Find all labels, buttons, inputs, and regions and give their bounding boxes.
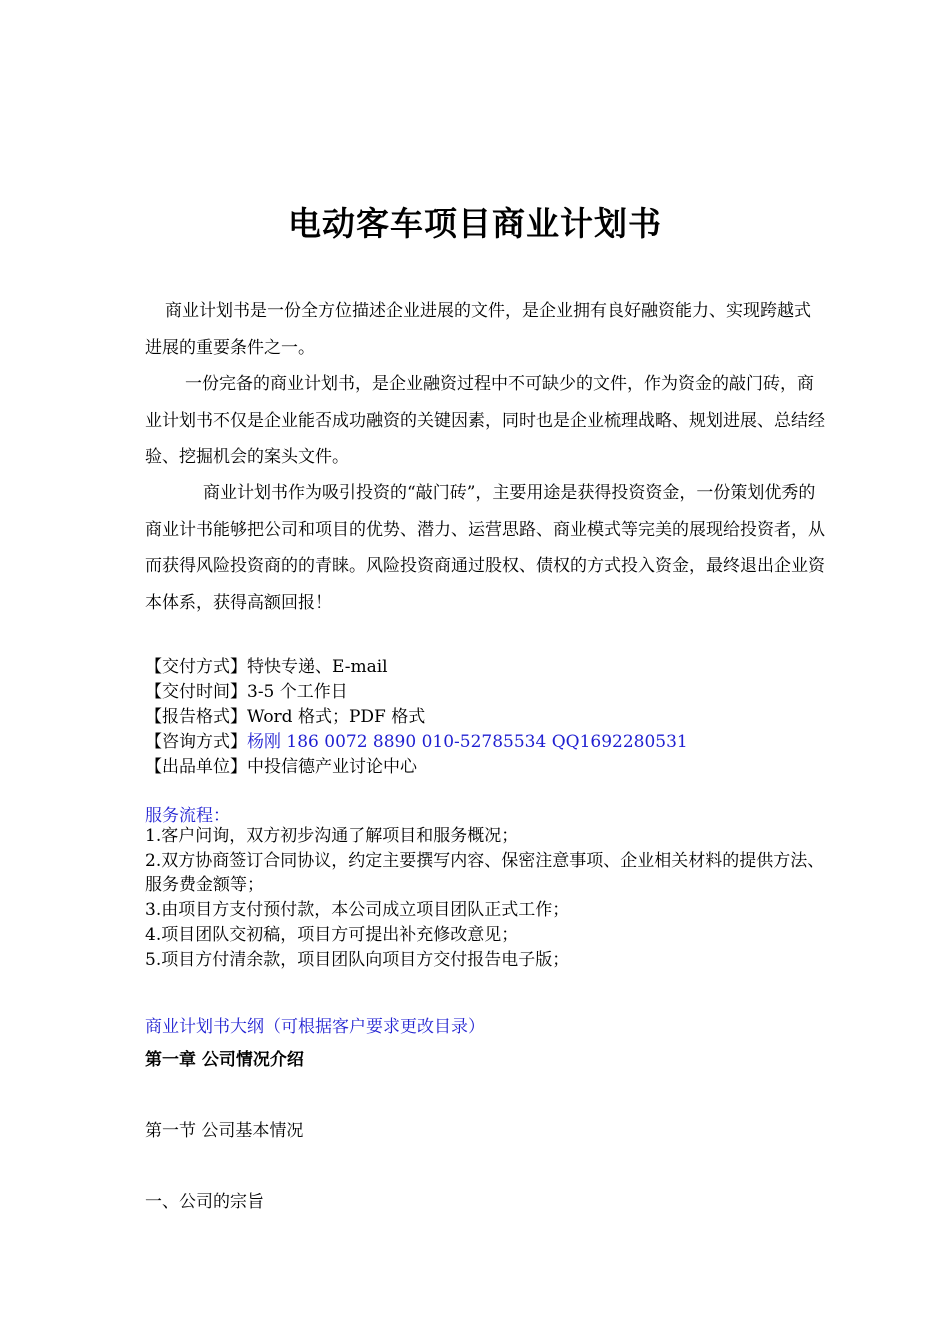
document-title: 电动客车项目商业计划书 (288, 204, 662, 243)
info-value: 特快专递、E-mail (247, 657, 388, 677)
outline-heading: 商业计划书大纲（可根据客户要求更改目录） (145, 1017, 485, 1037)
info-value: 3-5 个工作日 (247, 682, 348, 702)
section-heading: 第一节 公司基本情况 (145, 1121, 304, 1141)
info-label: 【交付时间】 (145, 682, 247, 702)
process-step: 4.项目团队交初稿，项目方可提出补充修改意见； (145, 924, 519, 945)
process-steps (145, 824, 825, 972)
chapter-heading: 第一章 公司情况介绍 (145, 1050, 304, 1070)
info-contact (145, 727, 688, 752)
intro-paragraph-2: 一份完备的商业计划书，是企业融资过程中不可缺少的文件，作为资金的敲门砖，商业计划书不仅是企业能否成功融资的关键因素，同时也是企业梳理战略、规划进展、总结经验、挖掘机会的案头文件。 (145, 374, 825, 467)
intro-paragraph-1: 商业计划书是一份全方位描述企业进展的文件，是企业拥有良好融资能力、实现跨越式进展的重要条件之一。 (145, 301, 811, 358)
process-heading: 服务流程： (145, 806, 230, 826)
info-value: 中投信德产业讨论中心 (247, 757, 417, 777)
info-value: Word 格式；PDF 格式 (247, 707, 426, 727)
info-publisher (145, 752, 417, 777)
outline-item: 一、公司的宗旨 (145, 1192, 264, 1212)
process-step: 1.客户问询，双方初步沟通了解项目和服务概况； (145, 826, 519, 846)
info-label: 【报告格式】 (145, 707, 247, 727)
intro-paragraph-3: 商业计划书作为吸引投资的“敲门砖”，主要用途是获得投资资金，一份策划优秀的商业计书能够把公司和项目的优势、潜力、运营思路、商业模式等完美的展现给投资者，从而获得风险投资商的的青睐。风险投资商通过股权、债权的方式投入资金，最终退出企业资本体系，获得高额回报！ (145, 483, 825, 613)
info-delivery-time (145, 677, 348, 702)
process-step: 5.项目方付清余款，项目团队向项目方交付报告电子版； (145, 949, 570, 970)
process-step: 2.双方协商签订合同协议，约定主要撰写内容、保密注意事项、企业相关材料的提供方法、服务费金额等； (145, 850, 825, 896)
info-label: 【出品单位】 (145, 757, 247, 777)
info-report-format (145, 702, 425, 727)
info-label: 【咨询方式】 (145, 732, 247, 752)
contact-value: 杨刚 186 0072 8890 010-52785534 QQ1692280531 (247, 732, 688, 752)
info-label: 【交付方式】 (145, 657, 247, 677)
process-step: 3.由项目方支付预付款，本公司成立项目团队正式工作； (145, 900, 570, 921)
info-delivery-method (145, 652, 388, 677)
